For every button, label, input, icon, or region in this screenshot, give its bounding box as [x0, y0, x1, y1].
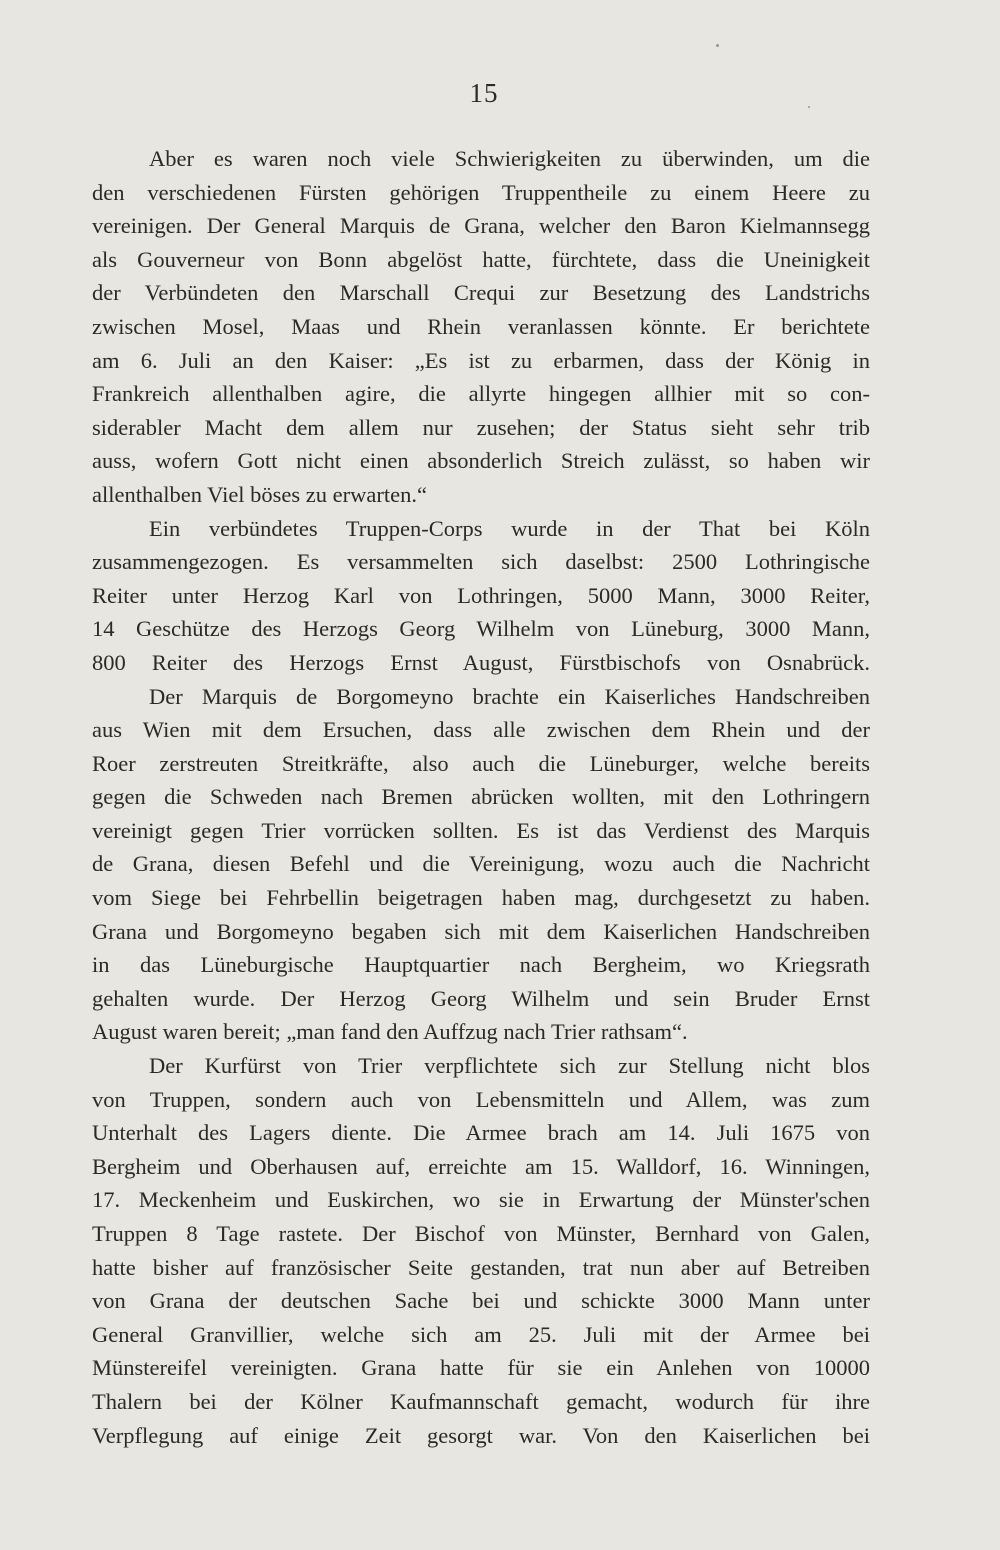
text-line: General Granvillier, welche sich am 25. Juli mit der Armee bei: [92, 1321, 870, 1347]
text-line: 17. Meckenheim und Euskirchen, wo sie in Erwartung der Münster'schen: [92, 1187, 870, 1213]
text-line: Frankreich allenthalben agire, die allyrte hingegen allhier mit so con-: [92, 381, 870, 407]
text-line: gegen die Schweden nach Bremen abrücken wollten, mit den Lothringern: [92, 784, 870, 810]
page-number: 15: [469, 78, 499, 108]
text-line: siderabler Macht dem allem nur zusehen; der Status sieht sehr trib: [92, 414, 870, 440]
text-line: vereinigen. Der General Marquis de Grana, welcher den Baron Kielmannsegg: [92, 213, 870, 239]
text-line: als Gouverneur von Bonn abgelöst hatte, fürchtete, dass die Uneinigkeit: [92, 246, 870, 272]
text-line: Reiter unter Herzog Karl von Lothringen, 5000 Mann, 3000 Reiter,: [92, 582, 870, 608]
text-line: allenthalben Viel böses zu erwarten.“: [92, 481, 427, 507]
text-line: aus Wien mit dem Ersuchen, dass alle zwischen dem Rhein und der: [92, 717, 870, 743]
text-line: am 6. Juli an den Kaiser: „Es ist zu erbarmen, dass der König in: [92, 347, 870, 373]
text-line: von Truppen, sondern auch von Lebensmitteln und Allem, was zum: [92, 1086, 870, 1112]
text-line: Roer zerstreuten Streitkräfte, also auch die Lüneburger, welche bereits: [92, 750, 870, 776]
text-line: Ein verbündetes Truppen-Corps wurde in der That bei Köln: [149, 515, 870, 541]
paper-speck: [716, 44, 719, 47]
text-line: Aber es waren noch viele Schwierigkeiten zu überwinden, um die: [149, 146, 870, 171]
text-line: Unterhalt des Lagers diente. Die Armee brach am 14. Juli 1675 von: [92, 1120, 870, 1146]
text-line: de Grana, diesen Befehl und die Vereinigung, wozu auch die Nachricht: [92, 851, 870, 877]
text-line: Der Kurfürst von Trier verpflichtete sich zur Stellung nicht blos: [149, 1053, 870, 1079]
text-line: hatte bisher auf französischer Seite gestanden, trat nun aber auf Betreiben: [92, 1254, 870, 1280]
text-line: zusammengezogen. Es versammelten sich daselbst: 2500 Lothringische: [92, 549, 870, 575]
text-line: den verschiedenen Fürsten gehörigen Truppentheile zu einem Heere zu: [92, 179, 870, 205]
text-line: Thalern bei der Kölner Kaufmannschaft gemacht, wodurch für ihre: [92, 1388, 870, 1414]
text-line: August waren bereit; „man fand den Auffzug nach Trier rathsam“.: [92, 1019, 688, 1045]
text-line: Grana und Borgomeyno begaben sich mit dem Kaiserlichen Handschreiben: [92, 918, 870, 944]
text-line: der Verbündeten den Marschall Crequi zur Besetzung des Landstrichs: [92, 280, 870, 306]
text-line: in das Lüneburgische Hauptquartier nach Bergheim, wo Kriegsrath: [92, 952, 870, 978]
text-line: vom Siege bei Fehrbellin beigetragen haben mag, durchgesetzt zu haben.: [92, 885, 870, 911]
body-text: [92, 142, 870, 1452]
text-line: Münstereifel vereinigten. Grana hatte für sie ein Anlehen von 10000: [92, 1355, 870, 1381]
text-line: von Grana der deutschen Sache bei und schickte 3000 Mann unter: [92, 1288, 870, 1314]
text-line: Der Marquis de Borgomeyno brachte ein Kaiserliches Handschreiben: [149, 683, 870, 709]
text-line: auss, wofern Gott nicht einen absonderlich Streich zulässt, so haben wir: [92, 448, 870, 474]
text-line: gehalten wurde. Der Herzog Georg Wilhelm und sein Bruder Ernst: [92, 985, 870, 1011]
text-line: 800 Reiter des Herzogs Ernst August, Fürstbischofs von Osnabrück.: [92, 649, 870, 675]
text-line: zwischen Mosel, Maas und Rhein veranlassen könnte. Er berichtete: [92, 313, 870, 339]
paper-speck: [808, 106, 810, 108]
text-line: vereinigt gegen Trier vorrücken sollten. Es ist das Verdienst des Marquis: [92, 817, 870, 843]
text-line: 14 Geschütze des Herzogs Georg Wilhelm von Lüneburg, 3000 Mann,: [92, 616, 870, 642]
text-line: Verpflegung auf einige Zeit gesorgt war. Von den Kaiserlichen bei: [92, 1422, 870, 1448]
text-line: Truppen 8 Tage rastete. Der Bischof von Münster, Bernhard von Galen,: [92, 1221, 870, 1246]
text-line: Bergheim und Oberhausen auf, erreichte am 15. Walldorf, 16. Winningen,: [92, 1153, 870, 1179]
